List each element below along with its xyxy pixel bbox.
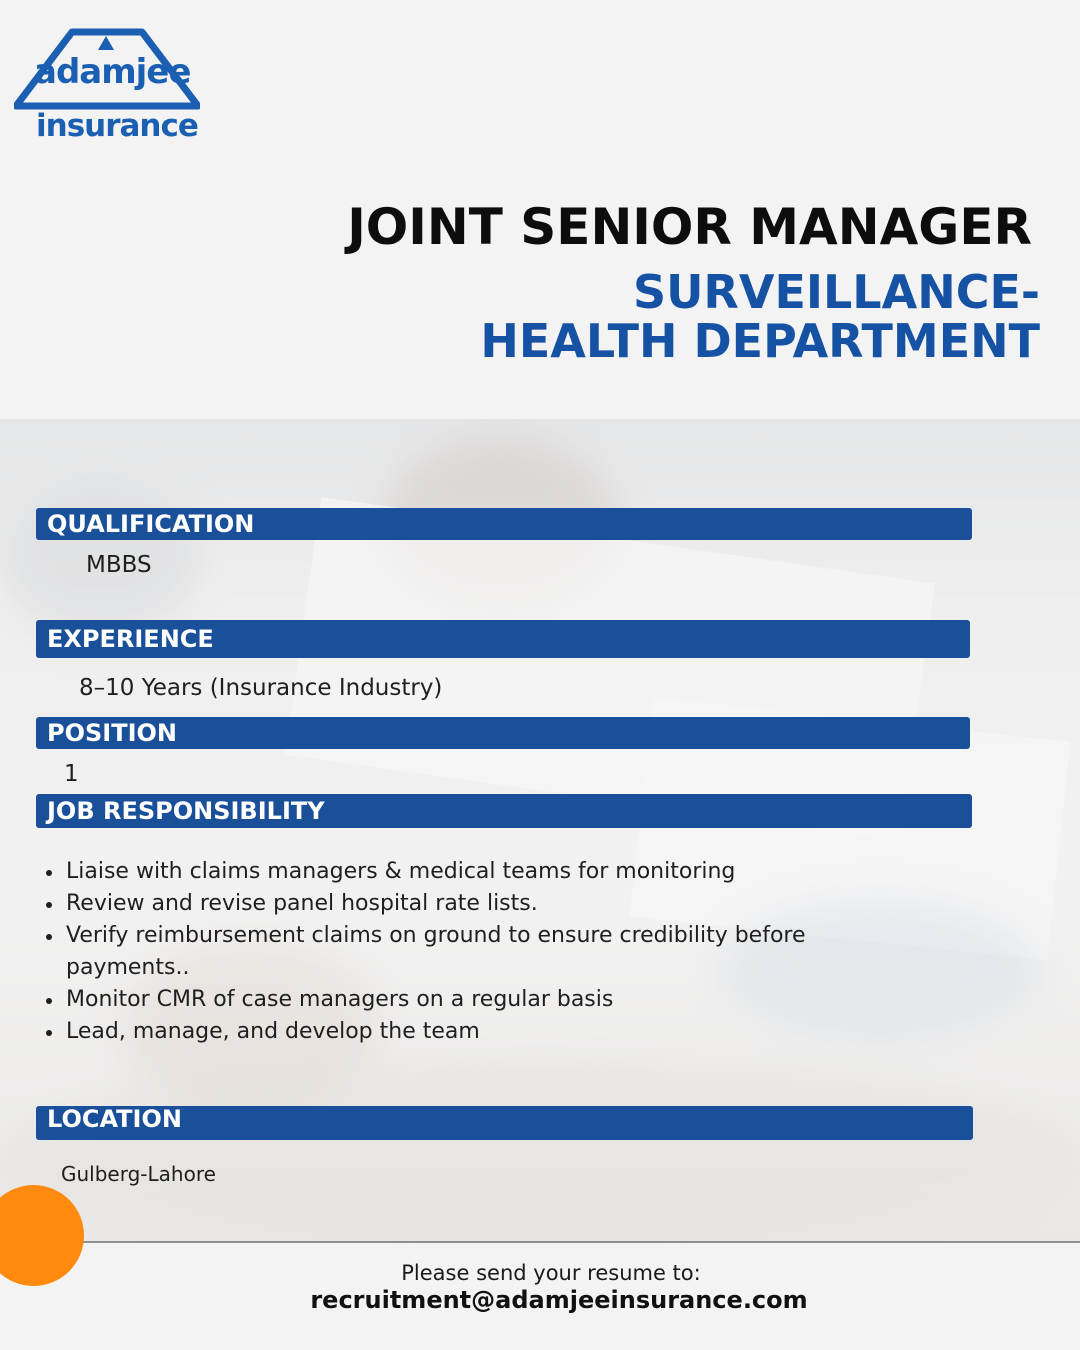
department-title (480, 265, 1040, 368)
experience-value: 8–10 Years (Insurance Industry) (79, 675, 443, 701)
job-responsibility-label: JOB RESPONSIBILITY (47, 797, 325, 825)
logo-word-insurance: insurance (36, 108, 198, 144)
qualification-label: QUALIFICATION (47, 510, 255, 538)
position-value: 1 (64, 761, 79, 787)
logo-word-adamjee: adamjee (34, 52, 191, 92)
experience-label: EXPERIENCE (47, 625, 214, 653)
job-responsibility-header (36, 794, 972, 828)
location-header (36, 1106, 973, 1140)
list-item: Verify reimbursement claims on ground to ensure credibility before payments.. (44, 920, 874, 984)
position-label: POSITION (47, 719, 177, 747)
list-item: Lead, manage, and develop the team (44, 1016, 874, 1048)
recruitment-email[interactable]: recruitment@adamjeeinsurance.com (310, 1286, 808, 1314)
department-title-line1: SURVEILLANCE- (632, 265, 1040, 319)
experience-header (36, 620, 970, 658)
location-value: Gulberg-Lahore (61, 1162, 216, 1186)
qualification-header (36, 508, 972, 540)
job-title: JOINT SENIOR MANAGER (347, 198, 1032, 256)
position-header (36, 717, 970, 749)
footer-divider (0, 1241, 1080, 1243)
list-item: Review and revise panel hospital rate lists. (44, 888, 874, 920)
list-item: Monitor CMR of case managers on a regular basis (44, 984, 874, 1016)
adamjee-insurance-logo (14, 28, 200, 146)
location-label: LOCATION (47, 1105, 182, 1133)
department-title-line2: HEALTH DEPARTMENT (480, 314, 1040, 368)
list-item: Liaise with claims managers & medical teams for monitoring (44, 856, 874, 888)
responsibility-list (44, 856, 874, 1048)
qualification-value: MBBS (86, 552, 152, 578)
resume-prompt: Please send your resume to: (401, 1261, 701, 1285)
